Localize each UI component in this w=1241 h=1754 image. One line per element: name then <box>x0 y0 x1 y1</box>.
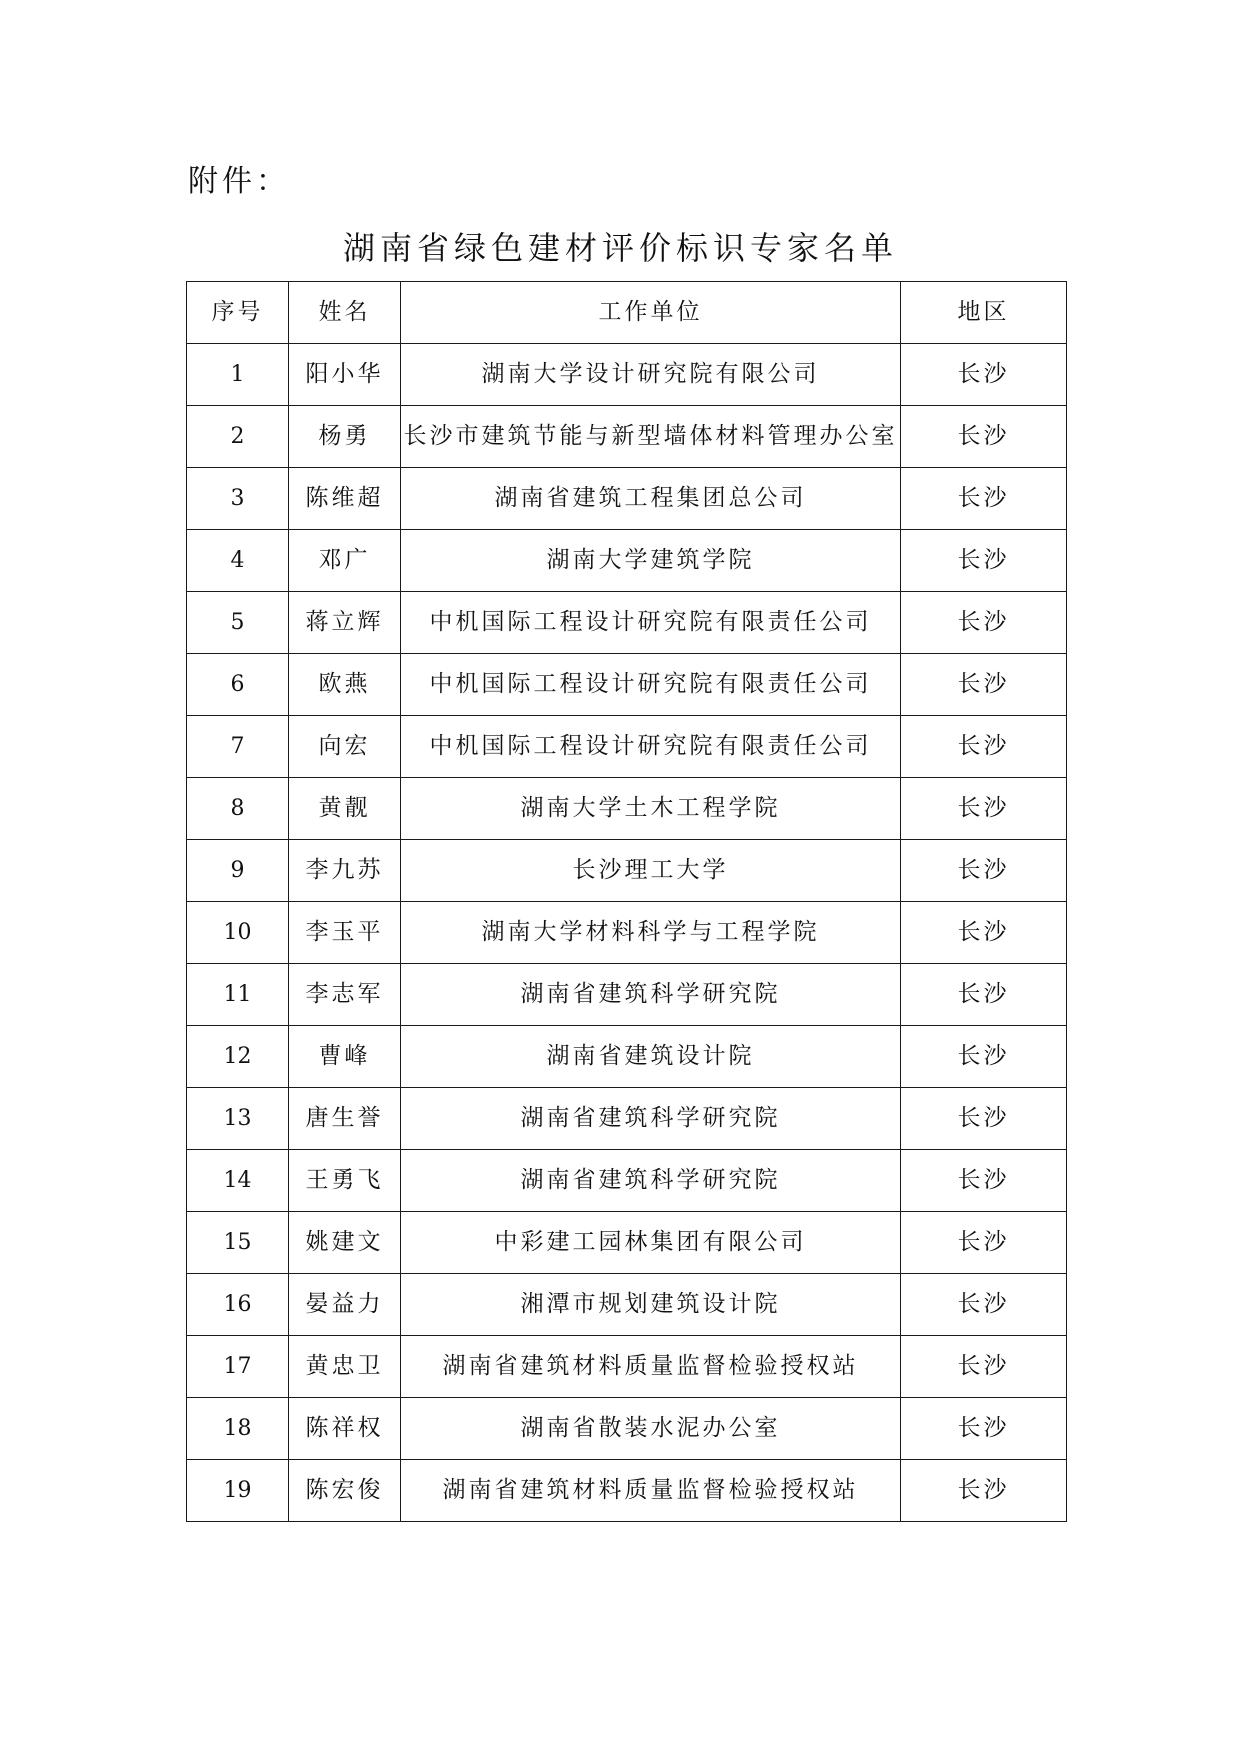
cell-name: 杨勇 <box>289 406 401 468</box>
cell-name: 黄忠卫 <box>289 1336 401 1398</box>
cell-unit: 长沙理工大学 <box>401 840 901 902</box>
cell-index: 14 <box>187 1150 289 1212</box>
cell-index: 11 <box>187 964 289 1026</box>
cell-name: 黄靓 <box>289 778 401 840</box>
header-index: 序号 <box>187 282 289 344</box>
cell-unit: 湖南大学材料科学与工程学院 <box>401 902 901 964</box>
table-header-row <box>187 282 1067 344</box>
header-region: 地区 <box>901 282 1067 344</box>
cell-region: 长沙 <box>901 964 1067 1026</box>
cell-unit: 长沙市建筑节能与新型墙体材料管理办公室 <box>401 406 901 468</box>
table-row <box>187 964 1067 1026</box>
cell-unit: 湖南大学土木工程学院 <box>401 778 901 840</box>
table-row <box>187 840 1067 902</box>
cell-index: 2 <box>187 406 289 468</box>
table-row <box>187 1150 1067 1212</box>
cell-region: 长沙 <box>901 778 1067 840</box>
cell-index: 17 <box>187 1336 289 1398</box>
header-name: 姓名 <box>289 282 401 344</box>
cell-unit: 湖南省建筑科学研究院 <box>401 1150 901 1212</box>
cell-unit: 中机国际工程设计研究院有限责任公司 <box>401 592 901 654</box>
cell-region: 长沙 <box>901 1398 1067 1460</box>
table-row <box>187 530 1067 592</box>
cell-unit: 湘潭市规划建筑设计院 <box>401 1274 901 1336</box>
expert-list-table <box>186 281 1067 1522</box>
cell-unit: 湖南省建筑材料质量监督检验授权站 <box>401 1460 901 1522</box>
cell-index: 18 <box>187 1398 289 1460</box>
cell-name: 向宏 <box>289 716 401 778</box>
cell-name: 陈宏俊 <box>289 1460 401 1522</box>
cell-region: 长沙 <box>901 1460 1067 1522</box>
cell-name: 唐生誉 <box>289 1088 401 1150</box>
cell-name: 曹峰 <box>289 1026 401 1088</box>
cell-name: 欧燕 <box>289 654 401 716</box>
cell-region: 长沙 <box>901 592 1067 654</box>
cell-unit: 湖南省建筑科学研究院 <box>401 1088 901 1150</box>
cell-region: 长沙 <box>901 530 1067 592</box>
cell-index: 3 <box>187 468 289 530</box>
table-row <box>187 406 1067 468</box>
table-row <box>187 1398 1067 1460</box>
table-row <box>187 716 1067 778</box>
cell-unit: 湖南省建筑材料质量监督检验授权站 <box>401 1336 901 1398</box>
header-unit: 工作单位 <box>401 282 901 344</box>
table-row <box>187 1088 1067 1150</box>
cell-unit: 中机国际工程设计研究院有限责任公司 <box>401 654 901 716</box>
cell-index: 8 <box>187 778 289 840</box>
cell-region: 长沙 <box>901 344 1067 406</box>
cell-unit: 湖南大学建筑学院 <box>401 530 901 592</box>
cell-index: 5 <box>187 592 289 654</box>
attachment-label: 附件： <box>188 164 290 199</box>
cell-region: 长沙 <box>901 1026 1067 1088</box>
table-row <box>187 1026 1067 1088</box>
cell-name: 阳小华 <box>289 344 401 406</box>
cell-name: 姚建文 <box>289 1212 401 1274</box>
cell-index: 13 <box>187 1088 289 1150</box>
cell-name: 李志军 <box>289 964 401 1026</box>
cell-region: 长沙 <box>901 1088 1067 1150</box>
cell-region: 长沙 <box>901 716 1067 778</box>
table-body <box>187 344 1067 1522</box>
cell-index: 15 <box>187 1212 289 1274</box>
table-row <box>187 344 1067 406</box>
cell-name: 李玉平 <box>289 902 401 964</box>
table-row <box>187 902 1067 964</box>
table-row <box>187 468 1067 530</box>
cell-index: 7 <box>187 716 289 778</box>
cell-region: 长沙 <box>901 1212 1067 1274</box>
table-row <box>187 592 1067 654</box>
cell-region: 长沙 <box>901 1150 1067 1212</box>
cell-index: 12 <box>187 1026 289 1088</box>
cell-index: 9 <box>187 840 289 902</box>
table-row <box>187 1212 1067 1274</box>
cell-region: 长沙 <box>901 840 1067 902</box>
cell-unit: 湖南省建筑设计院 <box>401 1026 901 1088</box>
cell-unit: 湖南省建筑工程集团总公司 <box>401 468 901 530</box>
cell-index: 19 <box>187 1460 289 1522</box>
table-row <box>187 1460 1067 1522</box>
cell-index: 4 <box>187 530 289 592</box>
cell-index: 16 <box>187 1274 289 1336</box>
cell-region: 长沙 <box>901 1336 1067 1398</box>
cell-region: 长沙 <box>901 468 1067 530</box>
cell-unit: 中机国际工程设计研究院有限责任公司 <box>401 716 901 778</box>
table-row <box>187 1274 1067 1336</box>
cell-name: 陈祥权 <box>289 1398 401 1460</box>
cell-name: 王勇飞 <box>289 1150 401 1212</box>
cell-name: 陈维超 <box>289 468 401 530</box>
cell-index: 6 <box>187 654 289 716</box>
cell-unit: 湖南大学设计研究院有限公司 <box>401 344 901 406</box>
cell-name: 邓广 <box>289 530 401 592</box>
cell-unit: 湖南省建筑科学研究院 <box>401 964 901 1026</box>
cell-region: 长沙 <box>901 406 1067 468</box>
cell-name: 李九苏 <box>289 840 401 902</box>
cell-index: 10 <box>187 902 289 964</box>
cell-region: 长沙 <box>901 654 1067 716</box>
cell-unit: 中彩建工园林集团有限公司 <box>401 1212 901 1274</box>
cell-region: 长沙 <box>901 1274 1067 1336</box>
cell-name: 晏益力 <box>289 1274 401 1336</box>
cell-name: 蒋立辉 <box>289 592 401 654</box>
table-row <box>187 778 1067 840</box>
cell-unit: 湖南省散装水泥办公室 <box>401 1398 901 1460</box>
table-row <box>187 1336 1067 1398</box>
table-row <box>187 654 1067 716</box>
cell-region: 长沙 <box>901 902 1067 964</box>
document-title: 湖南省绿色建材评价标识专家名单 <box>342 229 898 267</box>
cell-index: 1 <box>187 344 289 406</box>
